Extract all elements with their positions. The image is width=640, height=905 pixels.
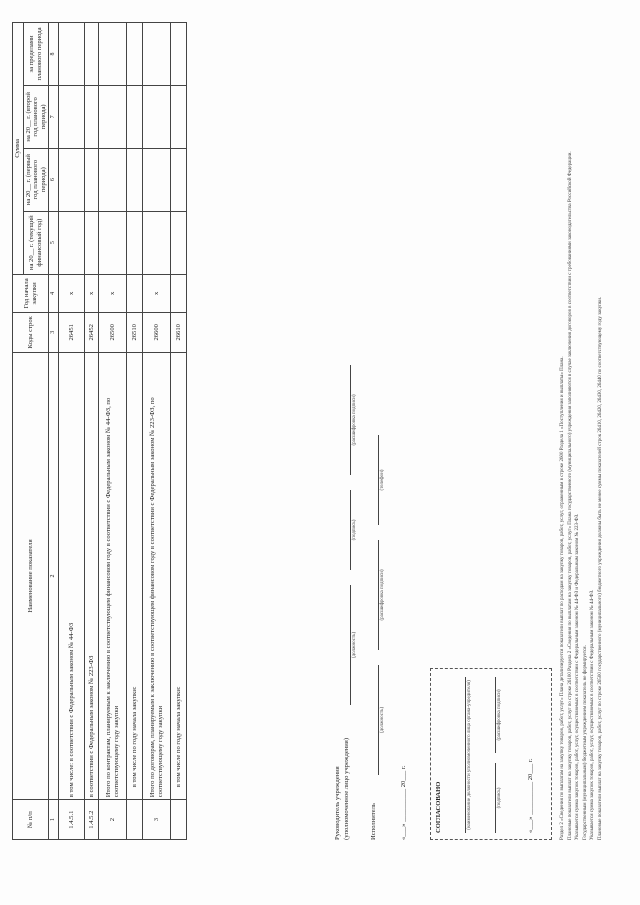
executor-position-line <box>378 665 379 775</box>
index-cell: 8 <box>49 23 59 86</box>
row-year <box>127 274 143 312</box>
footnotes <box>560 22 605 840</box>
footnote: Государственным (муниципальным) бюджетным учреждением показатель не формируется. <box>582 645 588 840</box>
table-row <box>127 23 143 840</box>
purchases-table <box>12 22 187 840</box>
row-code: 26451 <box>59 312 85 352</box>
header-second-plan-year: на 20__ г. (второй год планового периода) <box>23 85 49 148</box>
header-sum-group: Сумма <box>13 23 24 275</box>
row-name: Итого по договорам, планируемым к заключению в соответствующем финансовом году в соответствии с Федеральным законом № 223-ФЗ, по соответствующему году закупки <box>143 352 171 800</box>
index-cell: 1 <box>49 800 59 840</box>
table-row <box>85 23 99 840</box>
row-num <box>127 800 143 840</box>
row-num: 1.4.5.2 <box>85 800 99 840</box>
footnote: Указывается сумма закупок товаров, работ, услуг, осуществляемых в соответствии с Федеральным законом № 44-ФЗ. <box>590 589 595 840</box>
agreement-org-line <box>465 677 466 833</box>
head-subtitle: (уполномоченное лицо учреждения) <box>343 737 350 840</box>
row-name: в соответствии с Федеральным законом № 223-ФЗ <box>85 352 99 800</box>
agreement-date: «___» __________ 20___ г. <box>527 758 534 833</box>
index-cell: 5 <box>49 211 59 274</box>
caption-position: (должность) <box>352 631 357 659</box>
executor-label: Исполнитель <box>370 803 377 840</box>
caption-position: (должность) <box>380 706 385 734</box>
executor-name-line <box>378 540 379 650</box>
header-current-year: на 20__ г. (текущий финансовый год) <box>23 211 49 274</box>
row-year: x <box>143 274 171 312</box>
index-cell: 6 <box>49 148 59 211</box>
row-code: 26600 <box>143 312 171 352</box>
table-row <box>143 23 171 840</box>
row-code: 26610 <box>171 312 187 352</box>
row-name: Итого по контрактам, планируемым к заключению в соответствующем финансовом году в соответствии с Федеральным законом № 44-ФЗ, по соответствующему году закупки <box>99 352 127 800</box>
agreement-title: СОГЛАСОВАНО <box>435 781 442 833</box>
executor-date: «___» __________ 20___ г. <box>400 765 407 840</box>
footnote: Плановые показатели выплат на закупку товаров, работ, услуг по строке 26100 Раздела 2 «Сведения по выплатам на закупку товаров, работ, услуг» Плана государственного (муниципального) учреждения заполняются в случае заключения договоров в соответствии с требованиями законодательства Российской Федерации. <box>567 151 573 840</box>
agreement-name-line <box>495 677 496 753</box>
table-row <box>59 23 85 840</box>
caption-name: (расшифровка подписи) <box>380 569 385 621</box>
index-cell: 3 <box>49 312 59 352</box>
caption-phone: (телефон) <box>380 469 385 491</box>
executor-phone-line <box>378 435 379 525</box>
table-header-row <box>13 23 24 840</box>
row-code: 26452 <box>85 312 99 352</box>
table-row <box>171 23 187 840</box>
index-cell: 2 <box>49 352 59 800</box>
header-num: № п/п <box>13 800 49 840</box>
row-code: 26510 <box>127 312 143 352</box>
row-num <box>171 800 187 840</box>
row-year: x <box>99 274 127 312</box>
footnote: Указывается сумма закупок товаров, работ, услуг, осуществляемых в соответствии с Федеральным законом № 44-ФЗ и Федеральным законом № 223-ФЗ. <box>575 513 580 840</box>
agreement-signature-line <box>495 763 496 833</box>
head-position-line <box>350 585 351 705</box>
row-code: 26500 <box>99 312 127 352</box>
index-row <box>49 23 59 840</box>
index-cell: 4 <box>49 274 59 312</box>
head-title: Руководитель учреждения <box>334 766 341 840</box>
header-first-plan-year: на 20__ г. (первый год планового периода) <box>23 148 49 211</box>
header-year: Год начала закупки <box>13 274 49 312</box>
header-beyond-plan: за пределами планового периода <box>23 23 49 86</box>
head-name-line <box>350 365 351 475</box>
agreement-name-caption: (расшифровка подписи) <box>497 689 502 741</box>
caption-signature: (подпись) <box>352 519 357 541</box>
head-signature-line <box>350 490 351 570</box>
footnote: Раздел 2 «Сведения по выплатам на закупку товаров, работ, услуг» Плана детализируется показатели выплат по расходам на закупку товаров, работ, услуг, отраженным в строке 2600 Раздела 1 «Поступления и выплаты» Плана. <box>560 356 565 840</box>
footnote: Плановые показатели выплат на закупку товаров, работ, услуг по строке 26500 государственного (муниципального) бюджетного учреждения должны быть не менее суммы показателей строк 26410, 26420, 26430, 26440 по соответствующему году закупки. <box>597 296 603 840</box>
row-name: в том числе: в соответствии с Федеральным законом № 44-ФЗ <box>59 352 85 800</box>
row-year: x <box>59 274 85 312</box>
row-year: x <box>85 274 99 312</box>
row-num: 2 <box>99 800 127 840</box>
header-name: Наименование показателя <box>13 352 49 800</box>
header-code: Коды строк <box>13 312 49 352</box>
row-name: в том числе по году начала закупки: <box>127 352 143 800</box>
agreement-signature-caption: (подпись) <box>497 787 502 809</box>
caption-name: (расшифровка подписи) <box>352 394 357 446</box>
row-num: 3 <box>143 800 171 840</box>
index-cell: 7 <box>49 85 59 148</box>
agreement-block <box>430 668 552 840</box>
row-year <box>171 274 187 312</box>
row-name: в том числе по году начала закупки: <box>171 352 187 800</box>
table-row <box>99 23 127 840</box>
agreement-org-caption: (наименование должности уполномоченного лица органа-учредителя) <box>467 680 472 830</box>
row-num: 1.4.5.1 <box>59 800 85 840</box>
